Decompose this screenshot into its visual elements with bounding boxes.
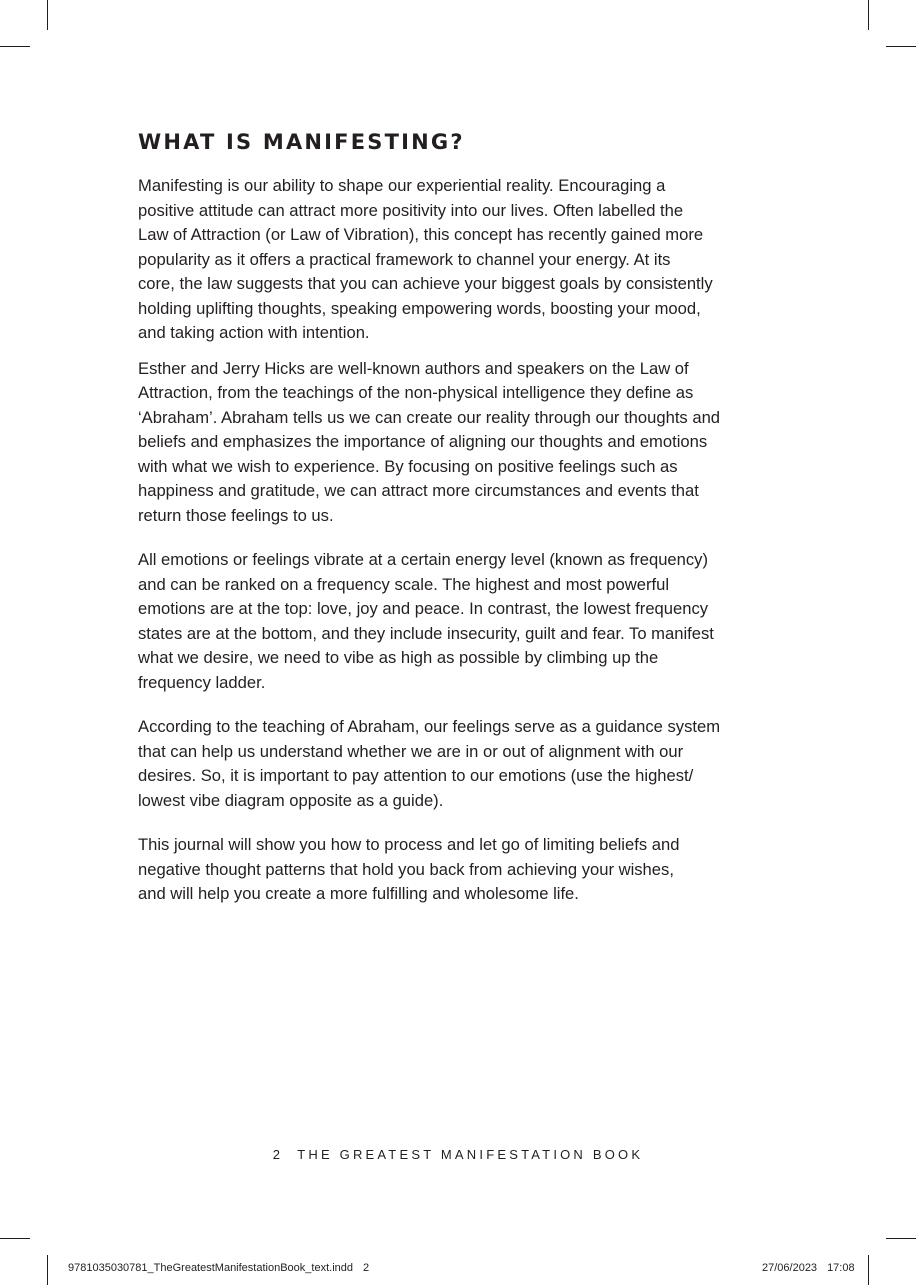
running-footer (0, 1147, 916, 1162)
paragraph-3: All emotions or feelings vibrate at a certain energy level (known as frequency) and can be ranked on a frequency scale. The highest and most powerful emotions are at the top: love, joy and peace. In contrast, the lowest frequency states are at the bottom, and they include insecurity, guilt and fear. To manifest what we desire, we need to vibe as high as possible by climbing up the frequency ladder. (138, 550, 714, 692)
paragraph-4: According to the teaching of Abraham, our feelings serve as a guidance system that can help us understand whether we are in or out of alignment with our desires. So, it is important to pay attention to our emotions (use the highest/ lowest vibe diagram opposite as a guide). (138, 717, 721, 810)
slug-page: 2 (363, 1262, 370, 1274)
slug-filename: 9781035030781_TheGreatestManifestationBook_text.indd (68, 1262, 353, 1274)
print-slug-file (68, 1262, 369, 1274)
crop-mark-bottom-right-vertical (868, 1255, 869, 1285)
slug-date: 27/06/2023 (762, 1262, 818, 1274)
print-slug-timestamp (762, 1262, 855, 1274)
paragraph-5: This journal will show you how to process and let go of limiting beliefs and negative thought patterns that hold you back from achieving your wishes, and will help you create a more fulfilling and wholesome life. (138, 835, 680, 903)
crop-mark-bottom-left-horizontal (0, 1238, 30, 1239)
paragraph-2: Esther and Jerry Hicks are well-known authors and speakers on the Law of Attraction, from the teachings of the non-physical intelligence they define as ‘Abraham’. Abraham tells us we can create our reality through our thoughts and beliefs and emphasizes the importance of aligning our thoughts and emotions with what we wish to experience. By focusing on positive feelings such as happiness and gratitude, we can attract more circumstances and events that return those feelings to us. (138, 358, 721, 525)
page-title: WHAT IS MANIFESTING? (138, 130, 465, 154)
crop-mark-top-left-vertical (47, 0, 48, 30)
crop-mark-top-right-horizontal (886, 46, 916, 47)
crop-mark-top-left-horizontal (0, 46, 30, 47)
page-number: 2 (272, 1147, 284, 1162)
paragraph-1: Manifesting is our ability to shape our experiential reality. Encouraging a positive attitude can attract more positivity into our lives. Often labelled the Law of Attraction (or Law of Vibration), this concept has recently gained more popularity as it offers a practical framework to channel your energy. At its core, the law suggests that you can achieve your biggest goals by consistently holding uplifting thoughts, speaking empowering words, boosting your mood, and taking action with intention. (138, 176, 713, 342)
crop-mark-top-right-vertical (868, 0, 869, 30)
body-text (138, 174, 778, 907)
book-title: THE GREATEST MANIFESTATION BOOK (297, 1147, 644, 1162)
crop-mark-bottom-left-vertical (47, 1255, 48, 1285)
crop-mark-bottom-right-horizontal (886, 1238, 916, 1239)
slug-time: 17:08 (827, 1262, 855, 1274)
